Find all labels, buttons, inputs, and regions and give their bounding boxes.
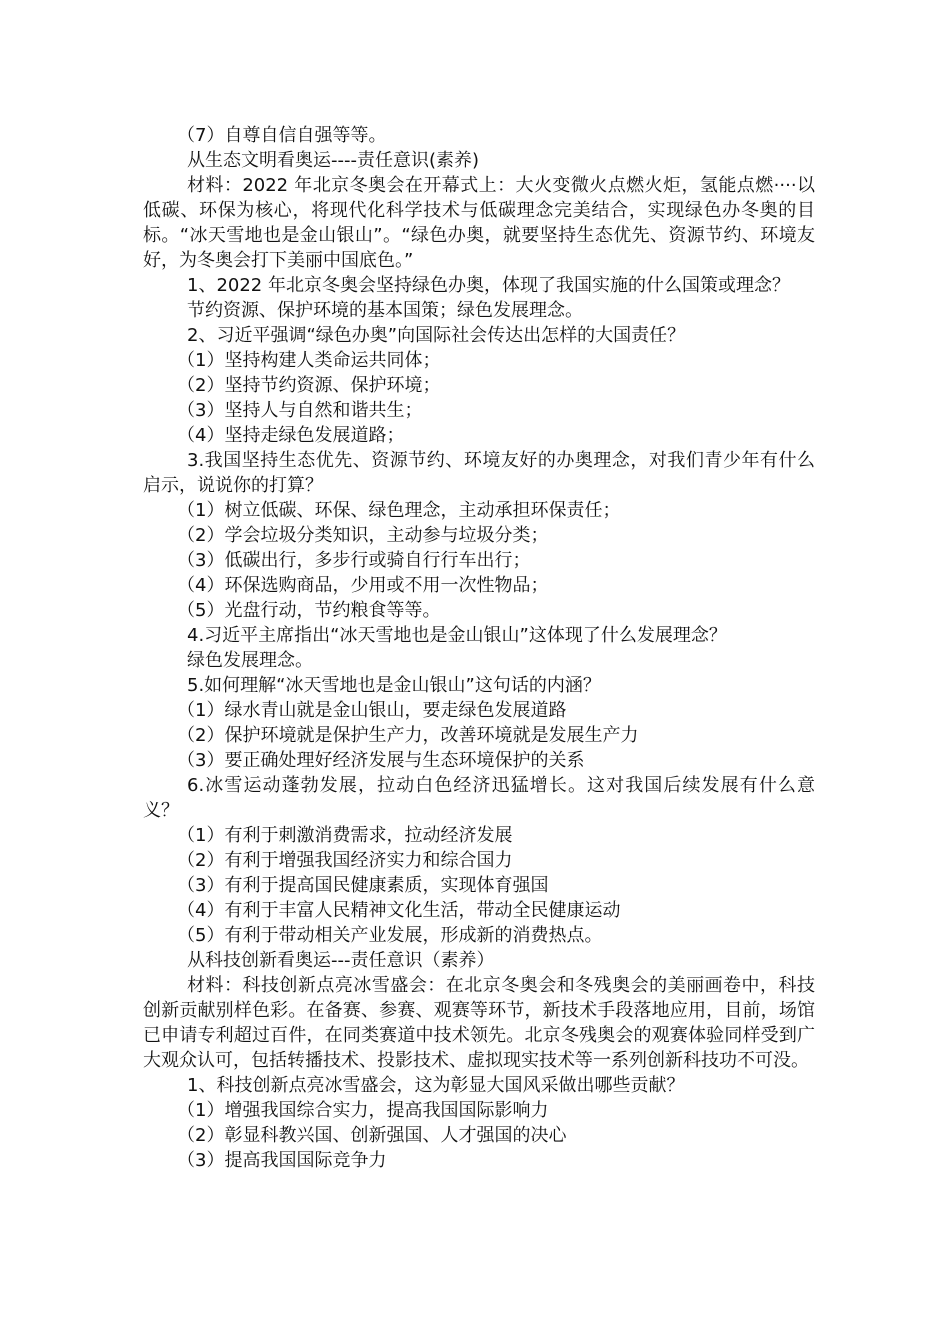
document-body: [143, 123, 815, 1173]
text-line: （2）坚持节约资源、保护环境；: [177, 375, 441, 396]
text-line: （5）光盘行动，节约粮食等等。: [177, 600, 441, 621]
text-line: （1）绿水青山就是金山银山，要走绿色发展道路: [177, 700, 567, 721]
text-line: （3）坚持人与自然和谐共生；: [177, 400, 423, 421]
text-line: （2）有利于增强我国经济实力和综合国力: [177, 850, 513, 871]
text-line: 节约资源、保护环境的基本国策；绿色发展理念。: [187, 300, 583, 321]
paragraph: 3.我国坚持生态优先、资源节约、环境友好的办奥理念，对我们青少年有什么启示，说说你的打算？: [143, 450, 815, 496]
text-line: （4）坚持走绿色发展道路；: [177, 425, 405, 446]
text-line: （3）有利于提高国民健康素质，实现体育强国: [177, 875, 549, 896]
text-line: （4）有利于丰富人民精神文化生活，带动全民健康运动: [177, 900, 621, 921]
text-line: （3）提高我国国际竞争力: [177, 1150, 387, 1171]
text-line: （1）坚持构建人类命运共同体；: [177, 350, 441, 371]
text-line: （5）有利于带动相关产业发展，形成新的消费热点。: [177, 925, 603, 946]
text-line: （3）要正确处理好经济发展与生态环境保护的关系: [177, 750, 585, 771]
text-line: 绿色发展理念。: [187, 650, 313, 671]
text-line: （1）树立低碳、环保、绿色理念，主动承担环保责任；: [177, 500, 621, 521]
text-line: （2）彰显科教兴国、创新强国、人才强国的决心: [177, 1125, 567, 1146]
text-line: （1）有利于刺激消费需求，拉动经济发展: [177, 825, 513, 846]
text-line: 1、科技创新点亮冰雪盛会，这为彰显大国风采做出哪些贡献？: [187, 1075, 685, 1096]
text-line: 4.习近平主席指出“冰天雪地也是金山银山”这体现了什么发展理念？: [187, 625, 727, 646]
text-line: 5.如何理解“冰天雪地也是金山银山”这句话的内涵？: [187, 675, 601, 696]
text-line: （1）增强我国综合实力，提高我国国际影响力: [177, 1100, 549, 1121]
text-line: 从科技创新看奥运---责任意识（素养）: [187, 950, 495, 971]
paragraph: 6.冰雪运动蓬勃发展，拉动白色经济迅猛增长。这对我国后续发展有什么意义？: [143, 775, 815, 821]
text-line: （3）低碳出行，多步行或骑自行行车出行；: [177, 550, 531, 571]
text-line: 2、习近平强调“绿色办奥”向国际社会传达出怎样的大国责任？: [187, 325, 686, 346]
text-line: （7）自尊自信自强等等。: [177, 125, 387, 146]
text-line: （4）环保选购商品，少用或不用一次性物品；: [177, 575, 549, 596]
paragraph: 材料：2022 年北京冬奥会在开幕式上：大火变微火点燃火炬，氢能点燃····以低碳、环保为核心，将现代化科学技术与低碳理念完美结合，实现绿色办冬奥的目标。“冰天雪地也是金山银山”。“绿色办奥，就要坚持生态优先、资源节约、环境友好，为冬奥会打下美丽中国底色。”: [143, 175, 815, 271]
text-line: （2）学会垃圾分类知识，主动参与垃圾分类；: [177, 525, 549, 546]
text-line: 从生态文明看奥运----责任意识(素养): [187, 150, 480, 171]
text-line: （2）保护环境就是保护生产力，改善环境就是发展生产力: [177, 725, 639, 746]
paragraph: 材料：科技创新点亮冰雪盛会：在北京冬奥会和冬残奥会的美丽画卷中，科技创新贡献别样色彩。在备赛、参赛、观赛等环节，新技术手段落地应用，目前，场馆已申请专利超过百件，在同类赛道中技术领先。北京冬残奥会的观赛体验同样受到广大观众认可，包括转播技术、投影技术、虚拟现实技术等一系列创新科技功不可没。: [143, 975, 815, 1071]
paragraph: 1、2022 年北京冬奥会坚持绿色办奥，体现了我国实施的什么国策或理念？: [187, 275, 790, 296]
